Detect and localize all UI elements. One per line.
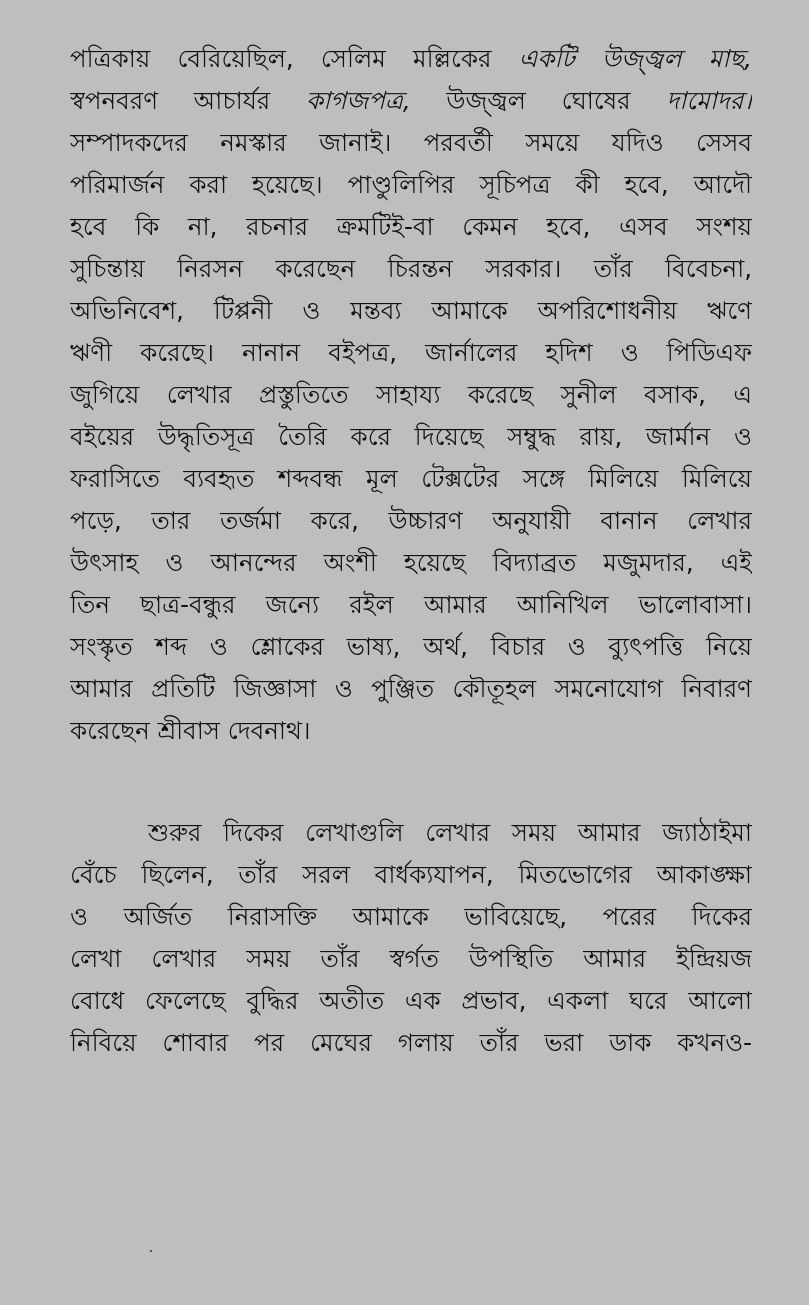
text-segment: বইয়ের উদ্ধৃতিসূত্র তৈরি করে দিয়েছে সম্বুদ্ধ রায়, জার্মান ও — [70, 422, 752, 451]
text-segment: ফরাসিতে ব্যবহৃত শব্দবন্ধ মূল টেক্সটের সঙ্গে মিলিয়ে মিলিয়ে — [70, 464, 752, 493]
paragraph-2 — [70, 812, 752, 1064]
text-line — [70, 812, 752, 854]
text-segment: লেখা লেখার সময় তাঁর স্বর্গত উপস্থিতি আমার ইন্দ্রিয়জ — [70, 944, 752, 973]
print-speck — [150, 1250, 152, 1252]
text-segment: শুরুর দিকের লেখাগুলি লেখার সময় আমার জ্যাঠাইমা — [148, 818, 752, 847]
italic-title: একটি উজ্জ্বল মাছ, — [518, 44, 752, 73]
text-line — [70, 374, 752, 416]
text-line — [70, 1022, 752, 1064]
text-segment: আমার প্রতিটি জিজ্ঞাসা ও পুঞ্জিত কৌতূহল সমনোযোগ নিবারণ — [70, 674, 752, 703]
text-line — [70, 500, 752, 542]
text-segment: বোধে ফেলেছে বুদ্ধির অতীত এক প্রভাব, একলা ঘরে আলো — [70, 986, 752, 1015]
italic-title: কাগজপত্র, — [306, 86, 411, 115]
text-segment: হবে কি না, রচনার ক্রমটিই-বা কেমন হবে, এসব সংশয় — [70, 212, 752, 241]
text-segment: তিন ছাত্র-বন্ধুর জন্যে রইল আমার আনিখিল ভালোবাসা। — [70, 590, 752, 619]
text-line — [70, 122, 752, 164]
text-segment: ঋণী করেছে। নানান বইপত্র, জার্নালের হদিশ ও পিডিএফ — [70, 338, 752, 367]
text-line — [70, 248, 752, 290]
text-segment: ও অর্জিত নিরাসক্তি আমাকে ভাবিয়েছে, পরের দিকের — [70, 902, 752, 931]
text-line — [70, 206, 752, 248]
text-segment: নিবিয়ে শোবার পর মেঘের গলায় তাঁর ভরা ডাক কখনও- — [70, 1028, 752, 1057]
text-segment: পরিমার্জন করা হয়েছে। পাণ্ডুলিপির সূচিপত্র কী হবে, আদৌ — [70, 170, 752, 199]
text-line — [70, 854, 752, 896]
text-segment: সংস্কৃত শব্দ ও শ্লোকের ভাষ্য, অর্থ, বিচার ও ব্যুৎপত্তি নিয়ে — [70, 632, 752, 661]
text-segment: উজ্জ্বল ঘোষের — [410, 86, 667, 115]
text-line — [70, 164, 752, 206]
text-segment: সম্পাদকদের নমস্কার জানাই। পরবর্তী সময়ে যদিও সেসব — [70, 128, 752, 157]
paragraph-1 — [70, 38, 752, 752]
text-line — [70, 584, 752, 626]
text-segment: জুগিয়ে লেখার প্রস্তুতিতে সাহায্য করেছে সুনীল বসাক, এ — [70, 380, 752, 409]
italic-title: দামোদর। — [666, 86, 752, 115]
text-line — [70, 668, 752, 710]
text-line — [70, 710, 752, 752]
text-line — [70, 938, 752, 980]
text-line — [70, 458, 752, 500]
text-line — [70, 626, 752, 668]
text-segment: করেছেন শ্রীবাস দেবনাথ। — [70, 716, 311, 745]
text-segment: সুচিন্তায় নিরসন করেছেন চিরন্তন সরকার। তাঁর বিবেচনা, — [70, 254, 752, 283]
text-segment: অভিনিবেশ, টিপ্পনী ও মন্তব্য আমাকে অপরিশোধনীয় ঋণে — [70, 296, 752, 325]
text-line — [70, 332, 752, 374]
text-line — [70, 290, 752, 332]
text-segment: বেঁচে ছিলেন, তাঁর সরল বার্ধক্যযাপন, মিতভোগের আকাঙ্ক্ষা — [70, 860, 752, 889]
page-text — [70, 38, 752, 1064]
text-line — [70, 980, 752, 1022]
text-segment: উৎসাহ ও আনন্দের অংশী হয়েছে বিদ্যাব্রত মজুমদার, এই — [70, 548, 752, 577]
text-line — [70, 416, 752, 458]
text-line — [70, 542, 752, 584]
text-line — [70, 80, 752, 122]
text-line — [70, 38, 752, 80]
text-segment: স্বপনবরণ আচার্যর — [70, 86, 306, 115]
text-line — [70, 896, 752, 938]
text-segment: পড়ে, তার তর্জমা করে, উচ্চারণ অনুযায়ী বানান লেখার — [70, 506, 752, 535]
text-segment: পত্রিকায় বেরিয়েছিল, সেলিম মল্লিকের — [70, 44, 519, 73]
